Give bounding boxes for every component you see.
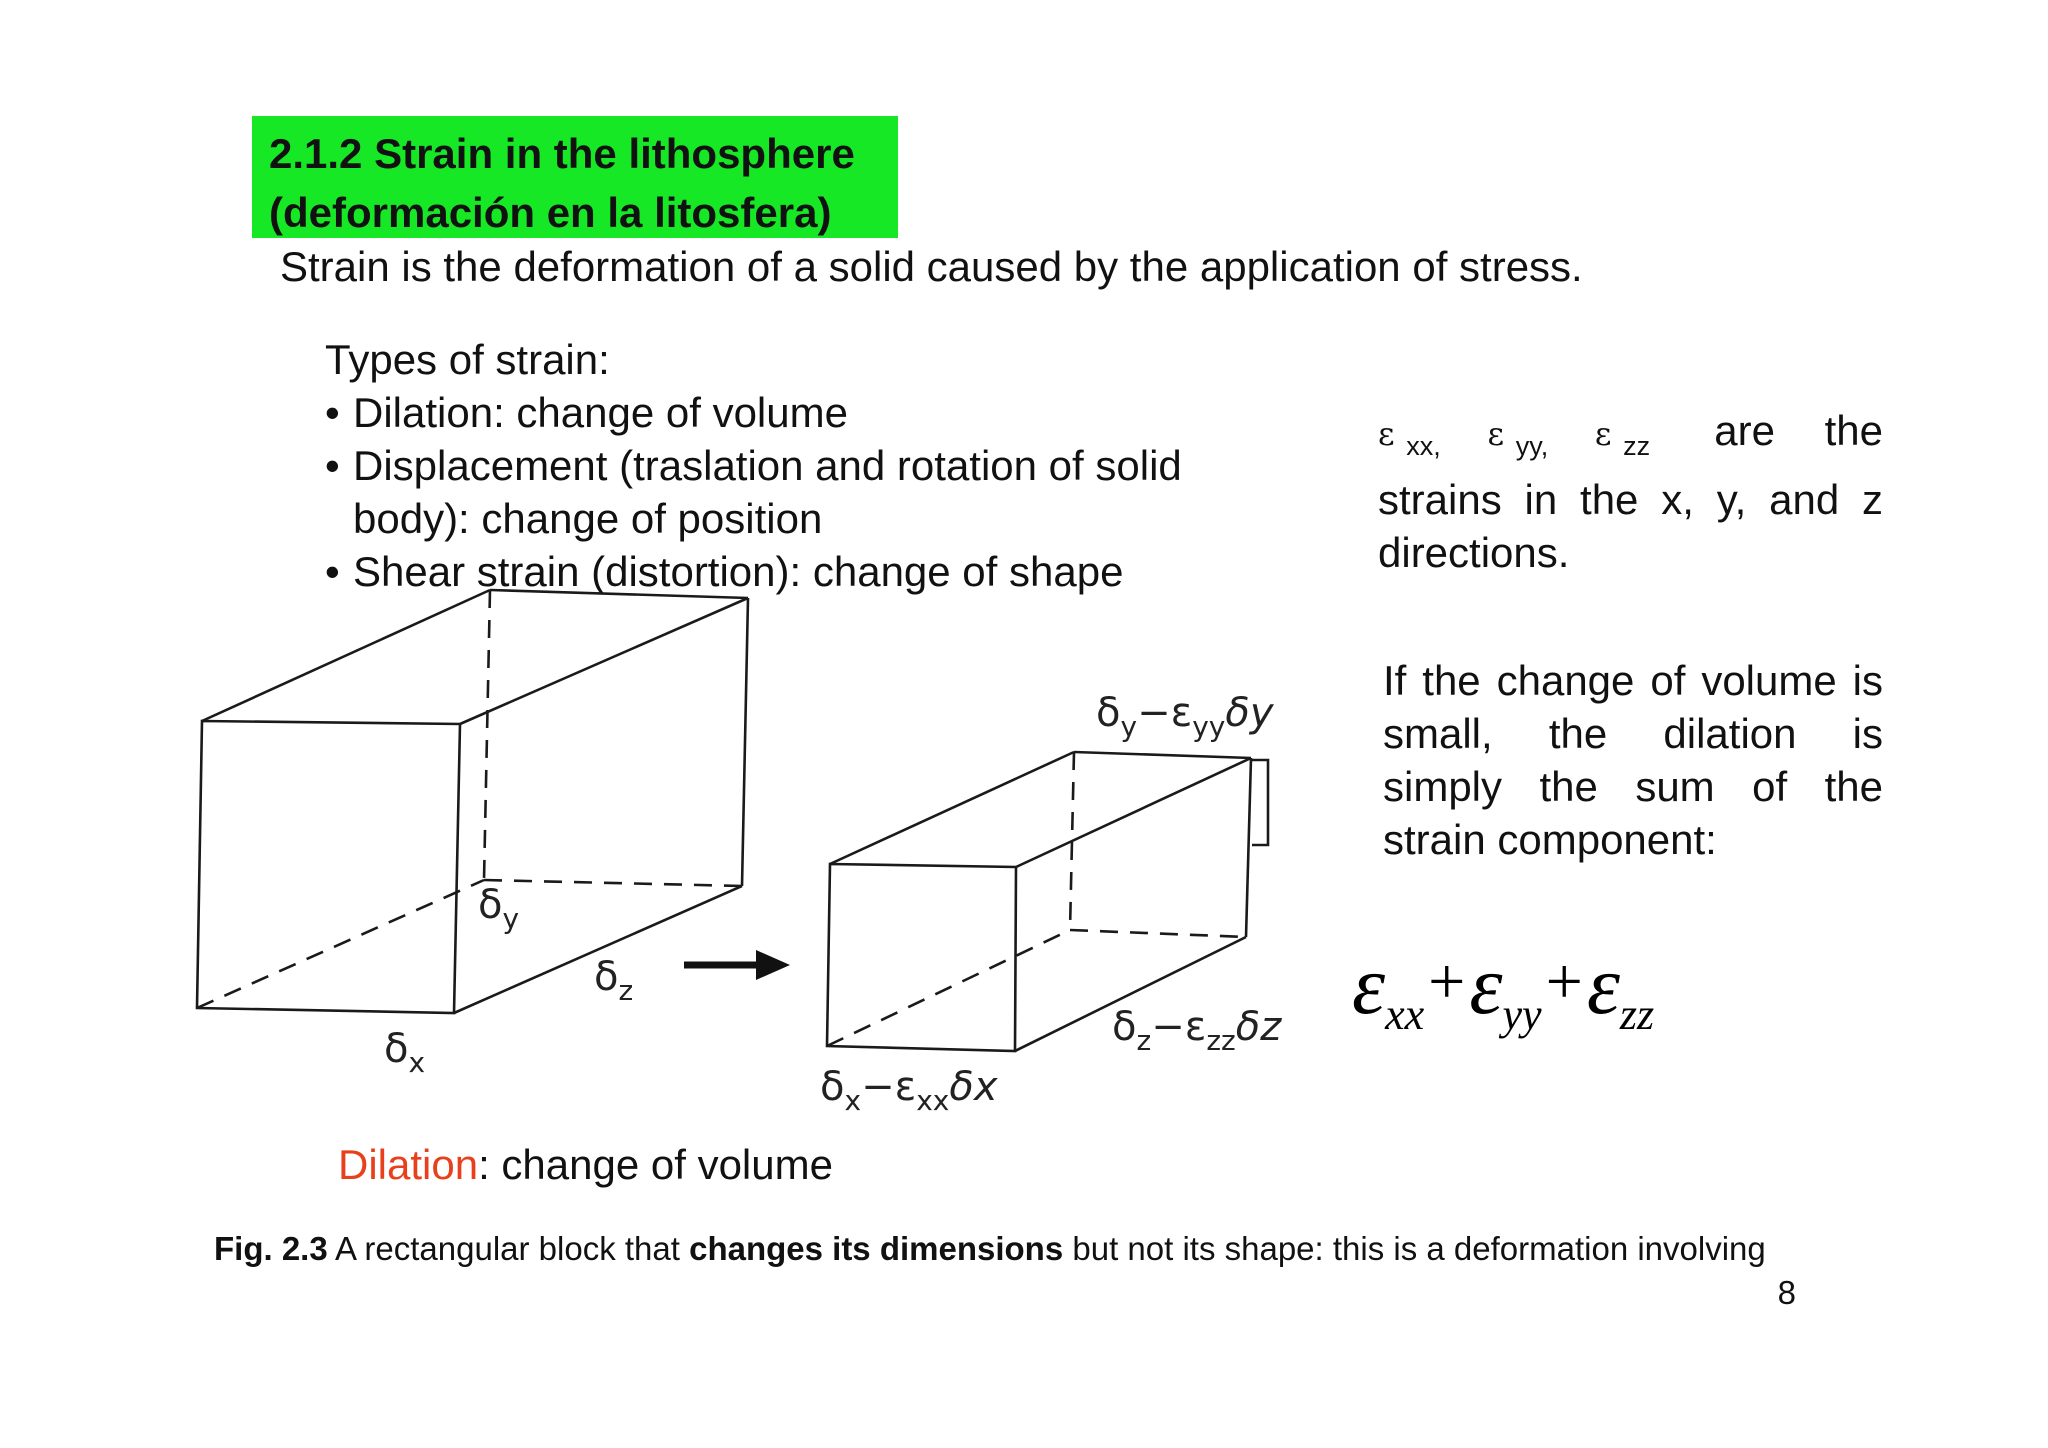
label-dy-minus: $\delta_y-\varepsilon_{yy}\delta y$ xyxy=(1096,690,1274,743)
label-delta-x: $\delta_x$ xyxy=(384,1026,426,1079)
block-original-hidden xyxy=(197,590,742,1008)
list-item-text-cont: body): change of position xyxy=(353,495,823,542)
eps-sub-xx: xx, xyxy=(1406,431,1441,461)
formula-sub-zz: zz xyxy=(1619,990,1655,1039)
strain-note-after: are the xyxy=(1714,407,1883,454)
page-number: 8 xyxy=(1777,1274,1796,1311)
dilation-note-line: strain component: xyxy=(1383,816,1717,863)
list-item-text: Displacement (traslation and rotation of solid xyxy=(353,442,1182,489)
block-deformed-edge xyxy=(1074,752,1251,758)
block-original-edge xyxy=(742,598,748,886)
intro-sentence: Strain is the deformation of a solid caused by the application of stress. xyxy=(280,243,1583,290)
formula-epsilon: ε xyxy=(1586,939,1620,1032)
block-deformed-edge xyxy=(830,752,1074,864)
eps-sub-zz: zz xyxy=(1623,431,1651,461)
block-original-front xyxy=(197,721,460,1013)
epsilon-symbol: ε xyxy=(1594,415,1612,453)
figure-caption xyxy=(214,1228,1766,1270)
formula-plus: + xyxy=(1428,945,1466,1018)
block-deformed-edge xyxy=(1246,758,1251,937)
list-item: • Dilation: change of volume xyxy=(325,386,1182,439)
label-delta-y: $\delta_y$ xyxy=(478,882,520,935)
epsilon-symbol: ε xyxy=(1378,415,1395,453)
label-dx-minus: $\delta_x-\varepsilon_{xx}\delta x$ xyxy=(820,1064,998,1117)
dilation-note-line: simply the sum of the xyxy=(1383,763,1883,810)
figure-caption-bold: changes its dimensions xyxy=(689,1230,1064,1267)
arrow-icon xyxy=(684,950,790,980)
block-original xyxy=(197,590,748,1013)
eps-sub-yy: yy, xyxy=(1515,431,1549,461)
dilation-highlight: Dilation xyxy=(338,1141,479,1188)
bracket-dy xyxy=(1252,760,1268,845)
block-original-edge xyxy=(490,590,748,598)
dilation-caption xyxy=(338,1137,833,1193)
strain-note-line-3: directions. xyxy=(1378,529,1570,576)
formula-epsilon: ε xyxy=(1352,939,1386,1032)
block-original-edge xyxy=(202,590,490,721)
epsilon-symbol: ε xyxy=(1487,415,1505,453)
formula-sub-yy: yy xyxy=(1502,990,1542,1039)
formula-epsilon: ε xyxy=(1469,939,1503,1032)
title-line-1: 2.1.2 Strain in the lithosphere xyxy=(269,130,855,177)
label-delta-z: $\delta_z$ xyxy=(594,954,634,1007)
dilation-note-line: small, the dilation is xyxy=(1383,710,1883,757)
figure-caption-text-2: but not its shape: this is a deformation involving xyxy=(1063,1230,1766,1267)
block-original-edge xyxy=(460,598,748,724)
dilation-note-line: If the change of volume is xyxy=(1383,657,1883,704)
block-deformed-edge xyxy=(1016,758,1251,867)
formula-sub-xx: xx xyxy=(1385,990,1425,1039)
dilation-caption-rest: : change of volume xyxy=(478,1141,833,1188)
formula-plus: + xyxy=(1545,945,1583,1018)
title-line-2: (deformación en la litosfera) xyxy=(269,189,832,236)
label-dz-minus: $\delta_z-\varepsilon_{zz}\delta z$ xyxy=(1112,1004,1282,1057)
strain-types-heading: Types of strain: xyxy=(325,336,610,383)
figure-caption-label: Fig. 2.3 xyxy=(214,1230,328,1267)
figure-caption-text-1: A rectangular block that xyxy=(327,1230,690,1267)
block-deformed-front xyxy=(827,864,1016,1051)
block-deformed-hidden xyxy=(827,752,1246,1046)
strain-note-line-2: strains in the x, y, and z xyxy=(1378,476,1883,523)
list-item: • Shear strain (distortion): change of shape xyxy=(325,545,1182,598)
